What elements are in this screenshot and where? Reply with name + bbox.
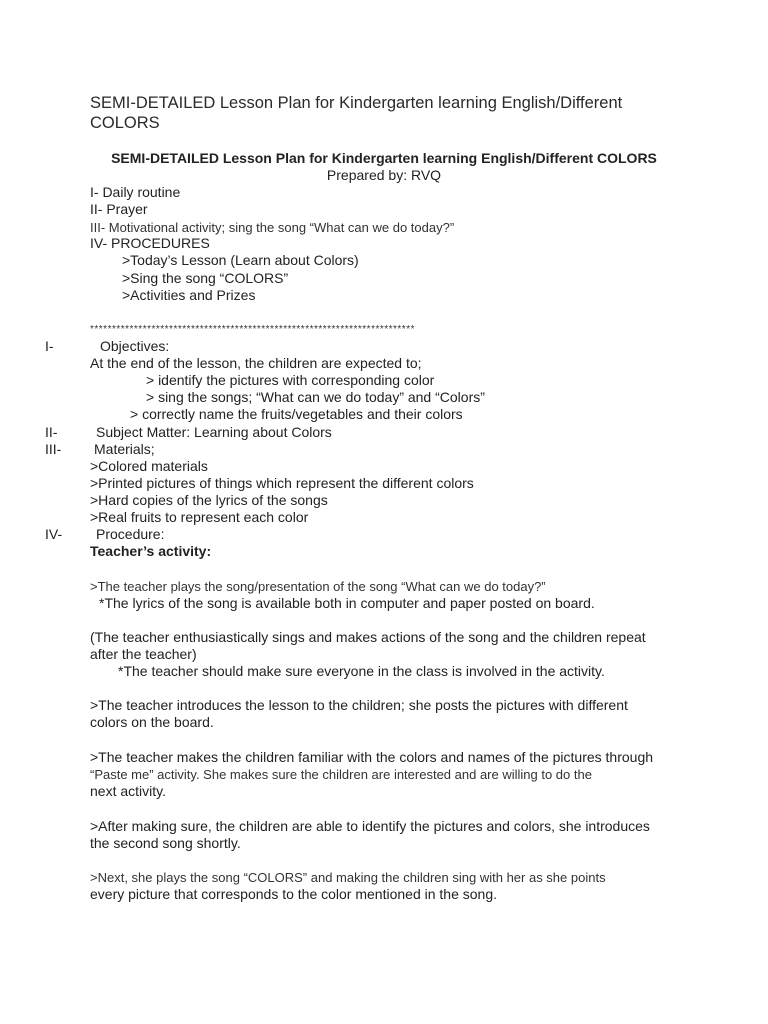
- section-numeral: III-: [45, 441, 62, 457]
- section-numeral: IV-: [45, 526, 63, 542]
- paragraph-line: >Next, she plays the song “COLORS” and making the children sing with her as she points: [90, 870, 606, 885]
- objectives-heading: Objectives:: [100, 338, 170, 354]
- paragraph-line: >The teacher introduces the lesson to the children; she posts the pictures with different: [90, 697, 628, 713]
- header-title: SEMI-DETAILED Lesson Plan for Kindergarten learning English/Different COLORS: [111, 150, 657, 166]
- objective-item: > identify the pictures with corresponding color: [146, 372, 435, 388]
- subject-matter: Subject Matter: Learning about Colors: [96, 424, 332, 440]
- objectives-intro: At the end of the lesson, the children are expected to;: [90, 355, 422, 371]
- paragraph-line: every picture that corresponds to the color mentioned in the song.: [90, 886, 498, 902]
- material-item: >Real fruits to represent each color: [90, 509, 309, 525]
- paragraph-line: (The teacher enthusiastically sings and makes actions of the song and the children repeat: [90, 629, 646, 645]
- paragraph-line: >The teacher makes the children familiar with the colors and names of the pictures through: [90, 749, 654, 765]
- paragraph-line: >After making sure, the children are able to identify the pictures and colors, she introduces: [90, 818, 650, 834]
- teacher-activity-heading: Teacher’s activity:: [90, 543, 212, 559]
- paragraph-line: “Paste me” activity. She makes sure the children are interested and are willing to do the: [90, 767, 592, 782]
- material-item: >Printed pictures of things which represent the different colors: [90, 475, 474, 491]
- paragraph-line: >The teacher plays the song/presentation of the song “What can we do today?”: [90, 579, 546, 594]
- objective-item: > sing the songs; “What can we do today” and “Colors”: [146, 389, 485, 405]
- outline-item: I- Daily routine: [90, 184, 181, 200]
- paragraph-line: next activity.: [90, 783, 166, 799]
- section-numeral: II-: [45, 424, 58, 440]
- objective-item: > correctly name the fruits/vegetables and their colors: [130, 406, 463, 422]
- paragraph-line: *The lyrics of the song is available both in computer and paper posted on board.: [99, 595, 595, 611]
- outline-item: III- Motivational activity; sing the song “What can we do today?”: [90, 220, 455, 235]
- paragraph-line: the second song shortly.: [90, 835, 241, 851]
- outline-item: IV- PROCEDURES: [90, 235, 210, 251]
- materials-heading: Materials;: [94, 441, 155, 457]
- prepared-by: Prepared by: RVQ: [326, 167, 442, 183]
- procedure-item: >Sing the song “COLORS”: [122, 270, 289, 286]
- paragraph-line: *The teacher should make sure everyone in the class is involved in the activity.: [118, 663, 605, 679]
- material-item: >Colored materials: [90, 458, 208, 474]
- procedure-heading: Procedure:: [96, 526, 165, 542]
- page-title: SEMI-DETAILED Lesson Plan for Kindergarten learning English/Different COLORS: [90, 94, 623, 132]
- paragraph-line: after the teacher): [90, 646, 197, 662]
- outline-item: II- Prayer: [90, 201, 148, 217]
- procedure-item: >Today’s Lesson (Learn about Colors): [122, 252, 359, 268]
- separator: **************************************************************************: [90, 324, 415, 335]
- paragraph-line: colors on the board.: [90, 714, 214, 730]
- procedure-item: >Activities and Prizes: [122, 287, 256, 303]
- section-numeral: I-: [45, 338, 54, 354]
- material-item: >Hard copies of the lyrics of the songs: [90, 492, 328, 508]
